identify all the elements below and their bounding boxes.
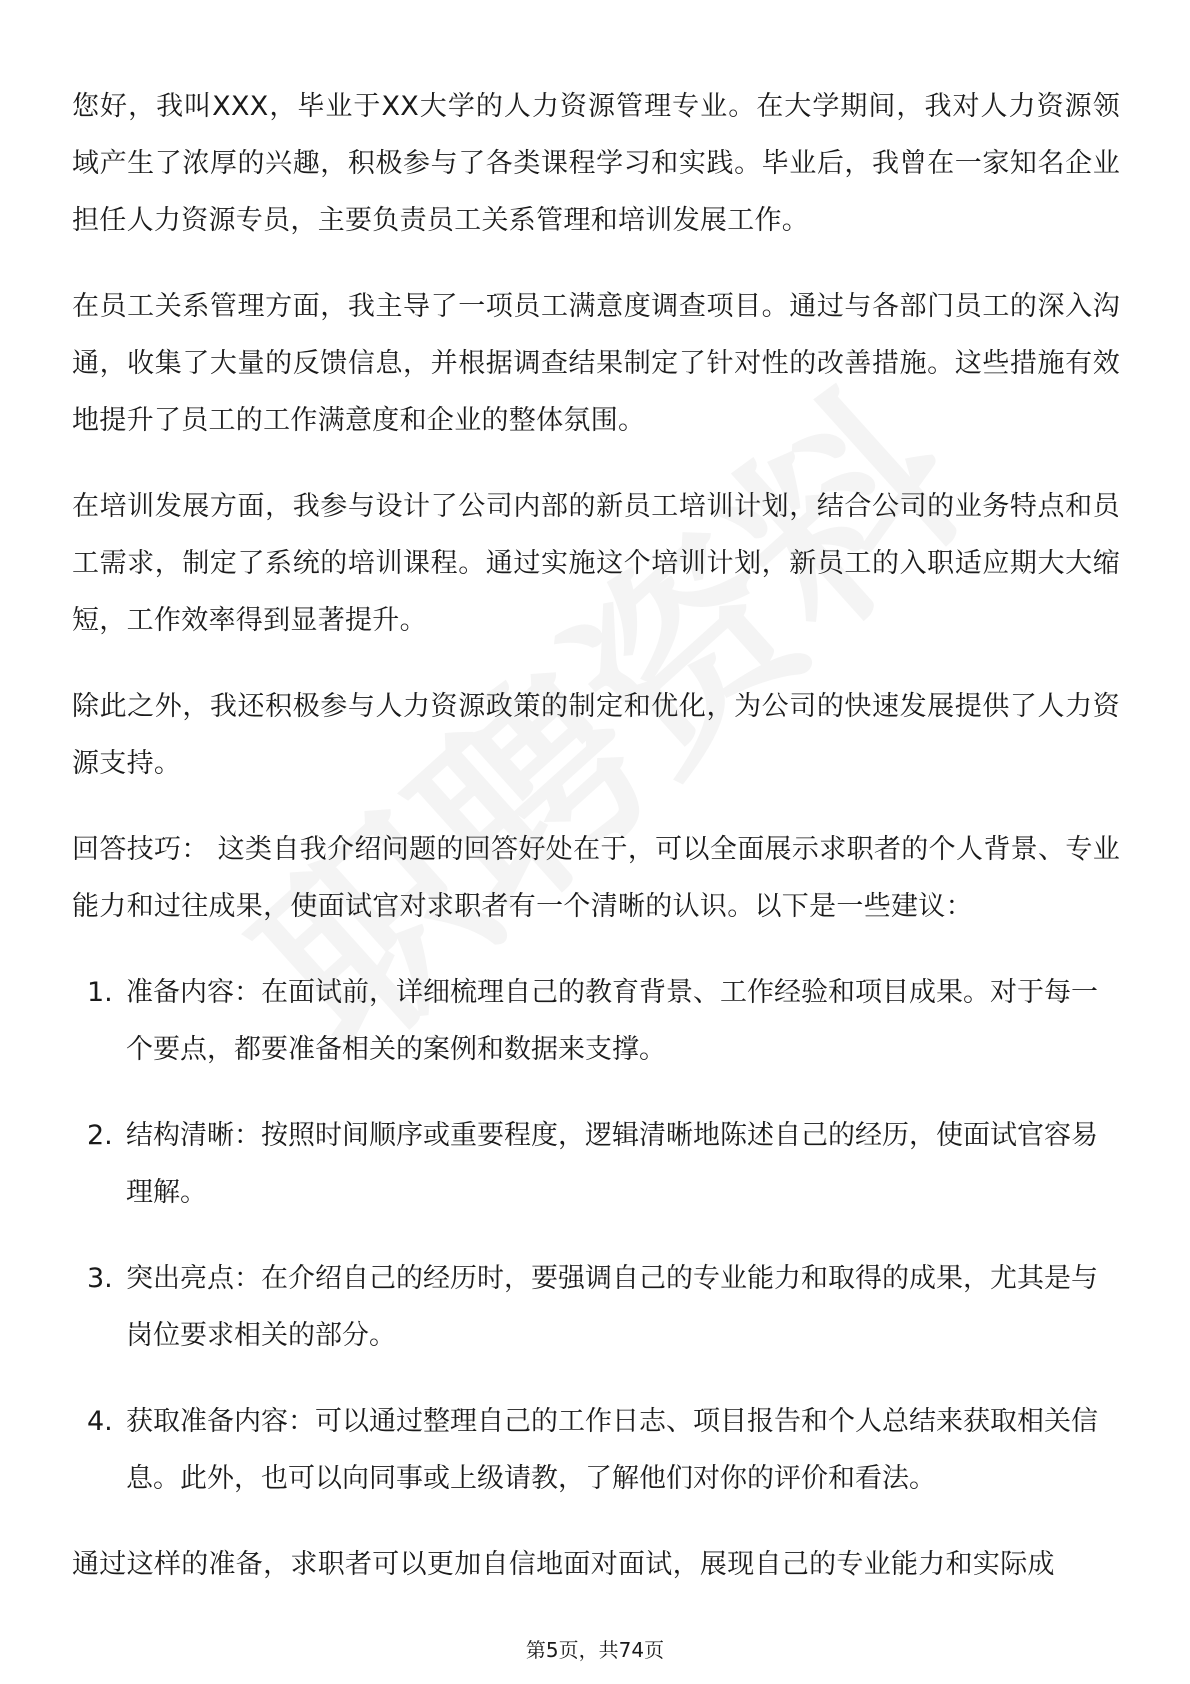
tips-list (72, 964, 1120, 1507)
list-item (72, 964, 1120, 1078)
paragraph-answer-tips: 回答技巧： 这类自我介绍问题的回答好处在于，可以全面展示求职者的个人背景、专业能力和过往成果，使面试官对求职者有一个清晰的认识。以下是一些建议： (72, 834, 1120, 922)
paragraph-training: 在培训发展方面，我参与设计了公司内部的新员工培训计划，结合公司的业务特点和员工需求，制定了系统的培训课程。通过实施这个培训计划，新员工的入职适应期大大缩短，工作效率得到显著提升。 (72, 491, 1120, 636)
list-item (72, 1393, 1120, 1507)
list-item-text: 突出亮点：在介绍自己的经历时，要强调自己的专业能力和取得的成果，尤其是与岗位要求相关的部分。 (126, 1263, 1098, 1351)
list-item-number: 2. (87, 1120, 113, 1151)
list-item (72, 1107, 1120, 1221)
list-item (72, 1250, 1120, 1364)
paragraph-conclusion: 通过这样的准备，求职者可以更加自信地面对面试，展现自己的专业能力和实际成 (72, 1549, 1055, 1580)
list-item-text: 获取准备内容：可以通过整理自己的工作日志、项目报告和个人总结来获取相关信息。此外，也可以向同事或上级请教，了解他们对你的评价和看法。 (126, 1406, 1098, 1494)
paragraph-employee-relations: 在员工关系管理方面，我主导了一项员工满意度调查项目。通过与各部门员工的深入沟通，收集了大量的反馈信息，并根据调查结果制定了针对性的改善措施。这些措施有效地提升了员工的工作满意度和企业的整体氛围。 (72, 291, 1120, 436)
list-item-number: 1. (87, 977, 113, 1008)
paragraph-policy: 除此之外，我还积极参与人力资源政策的制定和优化，为公司的快速发展提供了人力资源支持。 (72, 691, 1120, 779)
page-number-footer: 第5页，共74页 (525, 1638, 665, 1662)
list-item-text: 结构清晰：按照时间顺序或重要程度，逻辑清晰地陈述自己的经历，使面试官容易理解。 (126, 1120, 1098, 1208)
paragraph-intro: 您好，我叫XXX，毕业于XX大学的人力资源管理专业。在大学期间，我对人力资源领域产生了浓厚的兴趣，积极参与了各类课程学习和实践。毕业后，我曾在一家知名企业担任人力资源专员，主要负责员工关系管理和培训发展工作。 (72, 91, 1120, 236)
list-item-number: 4. (87, 1406, 113, 1437)
list-item-text: 准备内容：在面试前，详细梳理自己的教育背景、工作经验和项目成果。对于每一个要点，都要准备相关的案例和数据来支撑。 (126, 977, 1098, 1065)
page-content (72, 78, 1120, 1622)
list-item-number: 3. (87, 1263, 113, 1294)
